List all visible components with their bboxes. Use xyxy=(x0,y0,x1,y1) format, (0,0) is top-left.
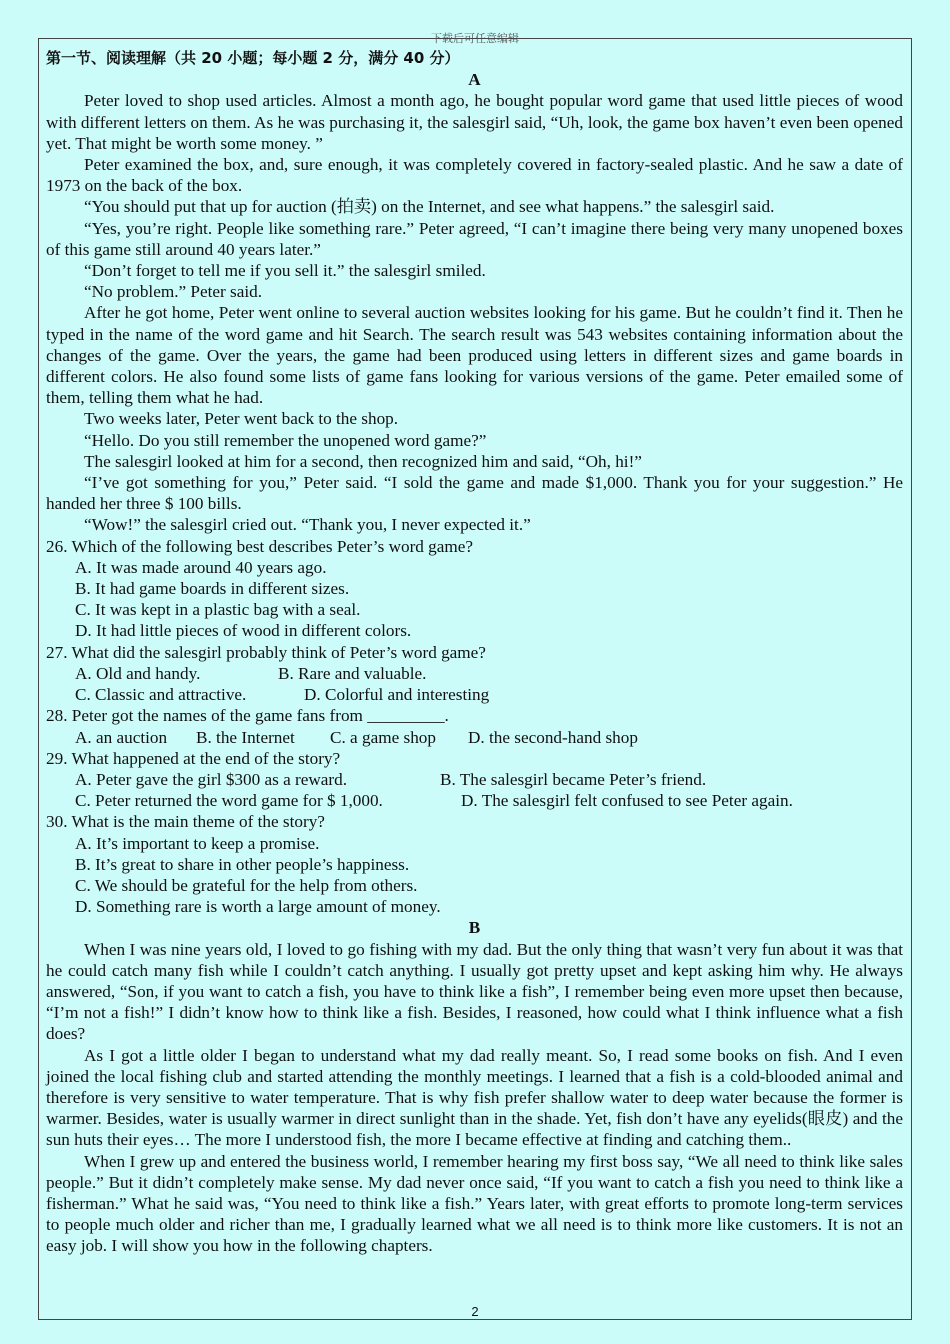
question-27-stem: 27. What did the salesgirl probably think of Peter’s word game? xyxy=(46,642,486,662)
passage-b-paragraph: As I got a little older I began to understand what my dad really meant. So, I read some books on fish. And I even joined the local fishing club and started attending the monthly meetings. I learned that a fish is a cold-blooded animal and therefore is very sensitive to water temperature. That is why fish prefer shallow water to deep water because the former is warmer. Besides, water is usually warmer in direct sunlight than in the shade. Yet, fish don’t have any eyelids(眼皮) and the sun huts their eyes… The more I understood fish, the more I became effective at finding and catching them.. xyxy=(46,1045,903,1150)
section-header: 第一节、阅读理解（共 20 小题；每小题 2 分，满分 40 分） xyxy=(46,49,460,67)
passage-b-paragraph: When I was nine years old, I loved to go fishing with my dad. But the only thing that wasn’t very fun about it was that he could catch many fish while I couldn’t catch anything. I usually got pretty upset and kept asking him why. He always answered, “Son, if you want to catch a fish, you have to think like a fish”, I remember being even more upset then because, “I’m not a fish!” I didn’t know how to think like a fish. Besides, I reasoned, how could what I think influence what a fish does? xyxy=(46,939,903,1044)
question-26-option-d: D. It had little pieces of wood in different colors. xyxy=(75,621,412,641)
question-29-stem: 29. What happened at the end of the story? xyxy=(46,748,341,768)
question-26-option-c: C. It was kept in a plastic bag with a seal. xyxy=(75,600,361,620)
question-27-option-b: B. Rare and valuable. xyxy=(278,663,427,683)
passage-a-paragraph: “Wow!” the salesgirl cried out. “Thank you, I never expected it.” xyxy=(84,515,531,535)
question-29-option-c: C. Peter returned the word game for $ 1,000. xyxy=(75,791,383,811)
question-27-options-row-2 xyxy=(46,684,903,705)
passage-b-paragraph: When I grew up and entered the business world, I remember hearing my first boss say, “We all need to think like sales people.” But it didn’t completely make sense. My dad never once said, “If you want to catch a fish you need to think like a fisherman.” What he said was, “You need to think like a fish.” Years later, with great efforts to promote long-term services to people much older and richer than me, I gradually learned what we all need is to think more like customers. It is not an easy job. I will show you how in the following chapters. xyxy=(46,1151,903,1256)
passage-a-paragraph: Peter examined the box, and, sure enough, it was completely covered in factory-sealed plastic. And he saw a date of 1973 on the back of the box. xyxy=(46,155,903,196)
question-29-options-row-2 xyxy=(46,790,903,811)
question-29-options-row-1 xyxy=(46,769,903,790)
passage-a-title: A xyxy=(468,70,481,90)
passage-a-paragraph: “I’ve got something for you,” Peter said. “I sold the game and made $1,000. Thank you for your suggestion.” He handed her three $ 100 bills. xyxy=(46,473,903,514)
question-28-option-b: B. the Internet xyxy=(196,727,295,747)
passage-a-paragraph: The salesgirl looked at him for a second, then recognized him and said, “Oh, hi!” xyxy=(84,451,642,471)
question-29-option-a: A. Peter gave the girl $300 as a reward. xyxy=(75,769,348,789)
document-body xyxy=(46,48,903,1257)
question-28-options-row xyxy=(46,727,903,748)
passage-a-paragraph: “Hello. Do you still remember the unopened word game?” xyxy=(84,430,487,450)
passage-a-paragraph: “Yes, you’re right. People like something rare.” Peter agreed, “I can’t imagine there being very many unopened boxes of this game still around 40 years later.” xyxy=(46,218,903,259)
question-28-option-a: A. an auction xyxy=(75,727,168,747)
question-29-option-d: D. The salesgirl felt confused to see Peter again. xyxy=(461,791,793,811)
question-30-option-c: C. We should be grateful for the help from others. xyxy=(75,875,418,895)
question-28-option-d: D. the second-hand shop xyxy=(468,727,638,747)
passage-a-paragraph: Peter loved to shop used articles. Almost a month ago, he bought popular word game that used little pieces of wood with different letters on them. As he was purchasing it, the salesgirl said, “Uh, look, the game box haven’t even been opened yet. That might be worth some money. ” xyxy=(46,91,903,153)
question-30-option-b: B. It’s great to share in other people’s happiness. xyxy=(75,854,410,874)
question-26-option-b: B. It had game boards in different sizes. xyxy=(75,579,350,599)
question-29-option-b: B. The salesgirl became Peter’s friend. xyxy=(440,769,707,789)
passage-a-paragraph: Two weeks later, Peter went back to the shop. xyxy=(84,409,399,429)
question-27-option-c: C. Classic and attractive. xyxy=(75,685,247,705)
question-30-option-a: A. It’s important to keep a promise. xyxy=(75,833,320,853)
watermark: 下载后可任意编辑 xyxy=(431,32,519,45)
question-27-options-row-1 xyxy=(46,663,903,684)
page-number: 2 xyxy=(471,1304,479,1319)
question-30-option-d: D. Something rare is worth a large amount of money. xyxy=(75,897,441,917)
question-30-stem: 30. What is the main theme of the story? xyxy=(46,812,325,832)
question-27-option-a: A. Old and handy. xyxy=(75,663,201,683)
passage-a-paragraph: “Don’t forget to tell me if you sell it.” the salesgirl smiled. xyxy=(84,261,486,281)
passage-a-paragraph: “You should put that up for auction (拍卖) on the Internet, and see what happens.” the salesgirl said. xyxy=(84,197,775,217)
question-28-stem: 28. Peter got the names of the game fans from _________. xyxy=(46,706,449,726)
question-28-option-c: C. a game shop xyxy=(330,727,436,747)
question-26-option-a: A. It was made around 40 years ago. xyxy=(75,557,327,577)
question-26-stem: 26. Which of the following best describes Peter’s word game? xyxy=(46,536,474,556)
passage-a-paragraph: “No problem.” Peter said. xyxy=(84,282,263,302)
question-27-option-d: D. Colorful and interesting xyxy=(304,685,490,705)
passage-b-title: B xyxy=(468,918,481,938)
passage-a-paragraph: After he got home, Peter went online to several auction websites looking for his game. But he couldn’t find it. Then he typed in the name of the word game and hit Search. The search result was 543 websites containing information about the changes of the game. Over the years, the game had been produced using letters in different sizes and game boards in different colors. He also found some lists of game fans looking for various versions of the game. Peter emailed some of them, telling them what he had. xyxy=(46,303,903,408)
